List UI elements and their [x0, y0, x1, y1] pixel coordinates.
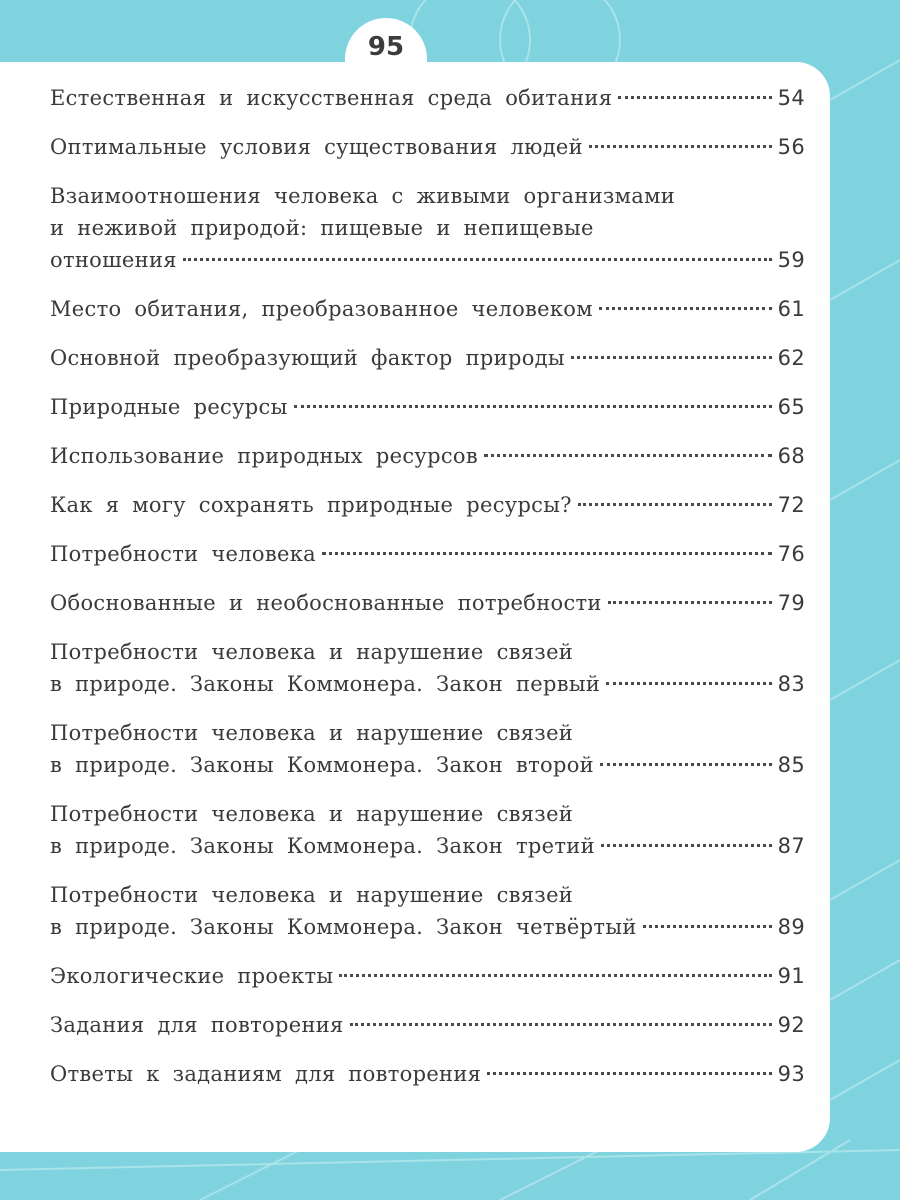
toc-entry-title-line: Основной преобразующий фактор природы	[50, 346, 565, 370]
toc-entry-title-line: Потребности человека и нарушение связей	[50, 802, 574, 826]
toc-entry	[50, 293, 805, 325]
toc-entry-title-line: Ответы к заданиям для повторения	[50, 1062, 482, 1086]
toc-entry-title-line: Задания для повторения	[50, 1013, 344, 1037]
toc-page-number: 92	[777, 1013, 805, 1037]
toc-entry-row	[50, 342, 805, 374]
toc-page-number: 93	[777, 1062, 805, 1086]
toc-entry	[50, 1058, 805, 1090]
toc-entry-title-line: Обоснованные и необоснованные потребности	[50, 591, 602, 615]
toc-entry-row	[50, 293, 805, 325]
dot-leader	[618, 96, 771, 99]
toc-page-number: 89	[777, 915, 805, 939]
toc-page-number: 65	[777, 395, 805, 419]
dot-leader	[350, 1023, 772, 1026]
toc-entry-title-line: Оптимальные условия существования людей	[50, 135, 583, 159]
toc-entry	[50, 391, 805, 423]
dot-leader	[601, 844, 772, 847]
toc-page-number: 54	[777, 86, 805, 110]
toc-entry-row	[50, 587, 805, 619]
toc-entry-title-line: в природе. Законы Коммонера. Закон третий	[50, 834, 595, 858]
toc-entry-row	[50, 830, 805, 862]
dot-leader	[606, 682, 771, 685]
toc-entry-row	[50, 489, 805, 521]
toc-entry	[50, 879, 805, 943]
table-of-contents	[50, 82, 805, 1107]
toc-page-number: 85	[777, 753, 805, 777]
toc-page-number: 79	[777, 591, 805, 615]
toc-entry	[50, 587, 805, 619]
toc-entry-title-line: отношения	[50, 248, 177, 272]
toc-entry	[50, 180, 805, 276]
toc-entry-row	[50, 911, 805, 943]
dot-leader	[643, 925, 772, 928]
toc-entry	[50, 440, 805, 472]
toc-entry-row	[50, 749, 805, 781]
toc-entry	[50, 1009, 805, 1041]
toc-entry	[50, 342, 805, 374]
page-number: 95	[345, 18, 427, 74]
dot-leader	[571, 356, 772, 359]
toc-entry	[50, 717, 805, 781]
toc-entry-row	[50, 82, 805, 114]
toc-entry-row	[50, 960, 805, 992]
dot-leader	[600, 763, 772, 766]
toc-entry-title-line: Природные ресурсы	[50, 395, 288, 419]
dot-leader	[294, 405, 772, 408]
toc-entry-title-line: и неживой природой: пищевые и непищевые	[50, 216, 594, 240]
toc-entry-title-line: в природе. Законы Коммонера. Закон четвёртый	[50, 915, 637, 939]
toc-entry	[50, 538, 805, 570]
toc-page-number: 59	[777, 248, 805, 272]
toc-entry	[50, 798, 805, 862]
toc-entry-title-line: Потребности человека и нарушение связей	[50, 721, 574, 745]
toc-page-number: 83	[777, 672, 805, 696]
toc-entry-row	[50, 391, 805, 423]
toc-entry	[50, 131, 805, 163]
toc-entry-row	[50, 1009, 805, 1041]
toc-entry-title-line: Как я могу сохранять природные ресурсы?	[50, 493, 572, 517]
toc-entry-title-line: Потребности человека и нарушение связей	[50, 640, 574, 664]
toc-entry-title-line: Взаимоотношения человека с живыми организмами	[50, 184, 676, 208]
toc-entry-row	[50, 244, 805, 276]
toc-entry-title-line: Место обитания, преобразованное человеком	[50, 297, 593, 321]
toc-page-number: 76	[777, 542, 805, 566]
dot-leader	[487, 1072, 771, 1075]
toc-page-number: 62	[777, 346, 805, 370]
dot-leader	[183, 258, 772, 261]
toc-entry	[50, 82, 805, 114]
toc-page-number: 72	[777, 493, 805, 517]
dot-leader	[608, 601, 772, 604]
toc-entry-row	[50, 131, 805, 163]
toc-page-number: 87	[777, 834, 805, 858]
toc-page-number: 91	[777, 964, 805, 988]
toc-entry	[50, 489, 805, 521]
toc-entry-row	[50, 1058, 805, 1090]
toc-entry-title-line: в природе. Законы Коммонера. Закон первый	[50, 672, 601, 696]
toc-entry-title-line: Естественная и искусственная среда обитания	[50, 86, 613, 110]
toc-entry	[50, 636, 805, 700]
toc-page-number: 61	[777, 297, 805, 321]
dot-leader	[484, 454, 772, 457]
toc-entry-title-line: Потребности человека и нарушение связей	[50, 883, 574, 907]
toc-entry-title-line: в природе. Законы Коммонера. Закон второй	[50, 753, 594, 777]
toc-entry-row	[50, 538, 805, 570]
toc-entry	[50, 960, 805, 992]
toc-entry-title-line: Потребности человека	[50, 542, 316, 566]
dot-leader	[339, 974, 771, 977]
toc-entry-row	[50, 668, 805, 700]
toc-entry-row	[50, 440, 805, 472]
toc-page-number: 56	[777, 135, 805, 159]
toc-entry-title-line: Экологические проекты	[50, 964, 334, 988]
toc-page-number: 68	[777, 444, 805, 468]
dot-leader	[578, 503, 772, 506]
toc-entry-title-line: Использование природных ресурсов	[50, 444, 478, 468]
dot-leader	[322, 552, 772, 555]
dot-leader	[589, 145, 772, 148]
dot-leader	[599, 307, 772, 310]
